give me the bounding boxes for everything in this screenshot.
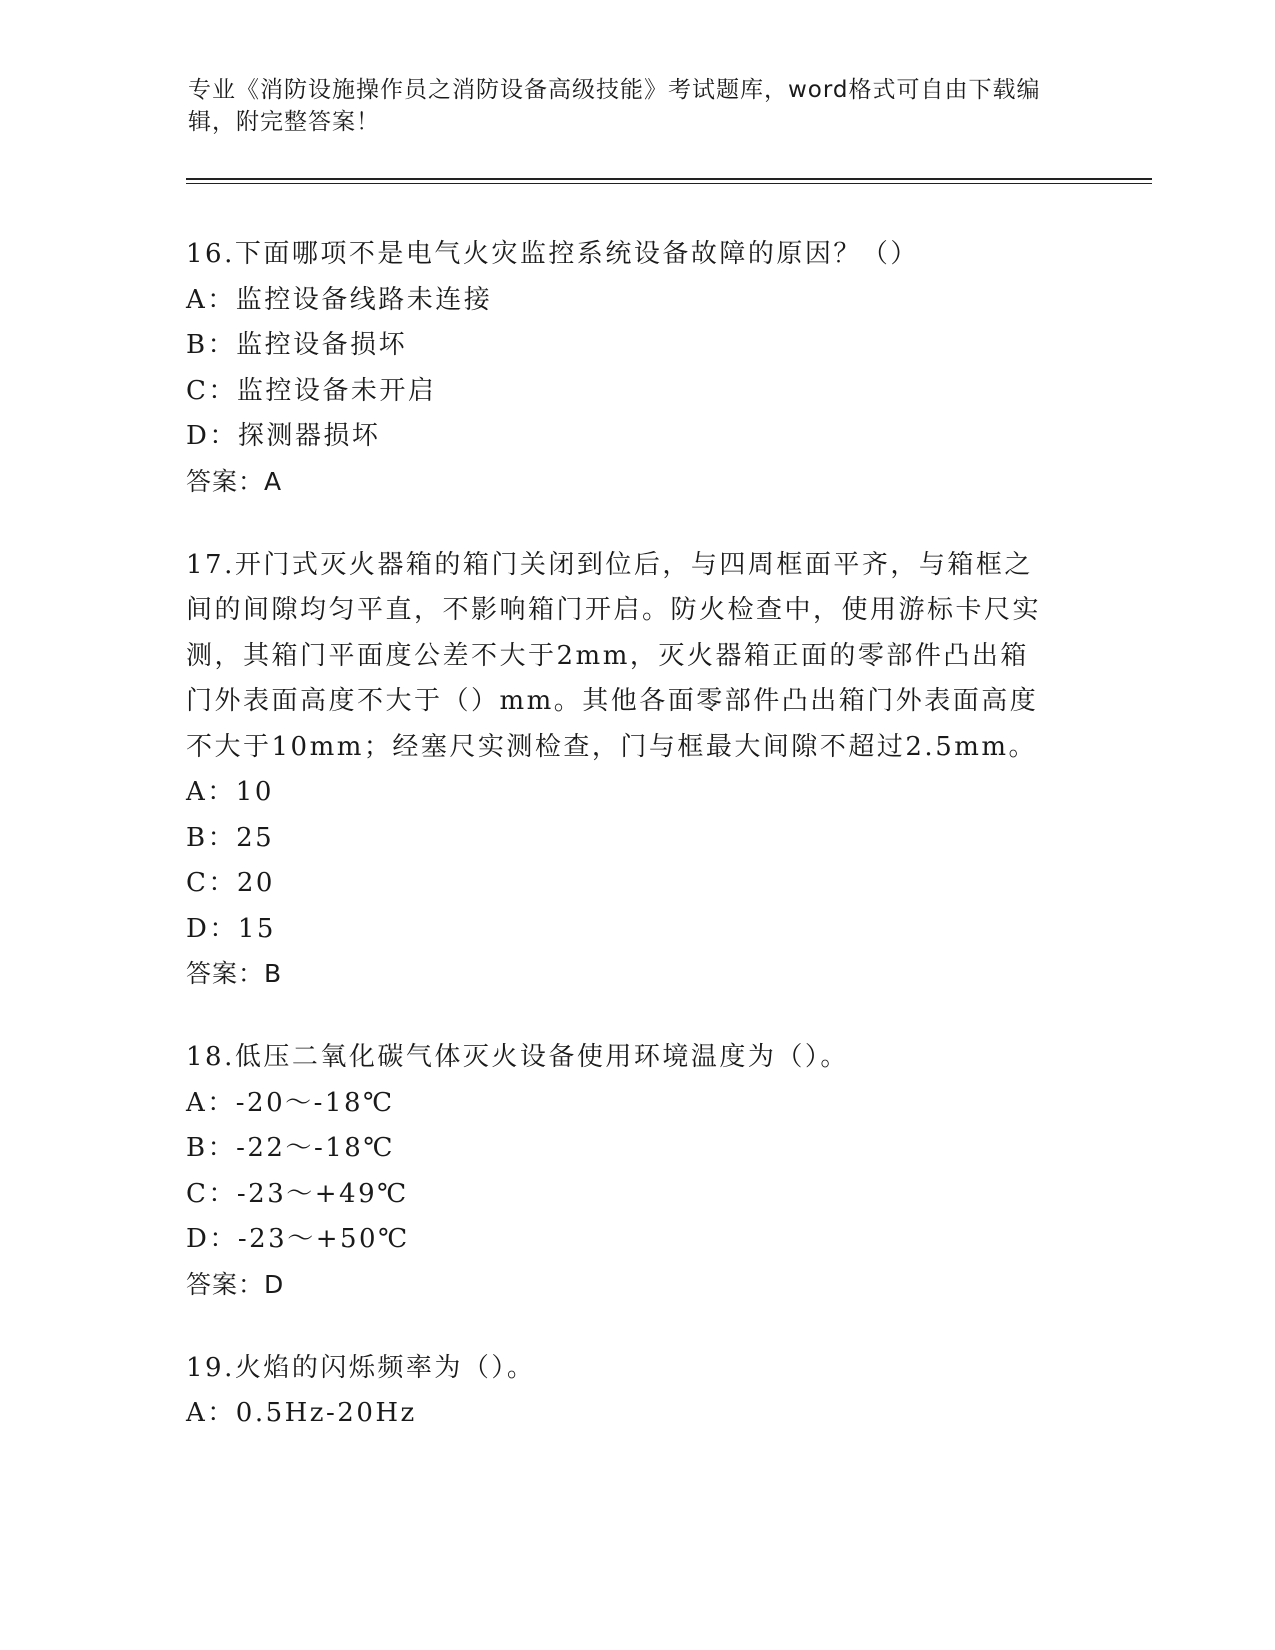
option-c: C：监控设备未开启 [186, 375, 437, 406]
option-c: C：-23～+49℃ [186, 1178, 409, 1209]
question-17 [186, 543, 1086, 997]
question-stem: 17.开门式灭火器箱的箱门关闭到位后，与四周框面平齐，与箱框之间的间隙均匀平直，不影响箱门开启。防火检查中，使用游标卡尺实测，其箱门平面度公差不大于2mm，灭火器箱正面的零部件凸出箱门外表面高度不大于（）mm。其他各面零部件凸出箱门外表面高度不大于10mm；经塞尺实测检查，门与框最大间隙不超过2.5mm。 [186, 549, 1042, 762]
option-a: A：监控设备线路未连接 [186, 284, 493, 315]
question-19 [186, 1346, 1086, 1437]
option-d: D：15 [186, 913, 276, 944]
option-a: A：-20～-18℃ [186, 1087, 395, 1118]
option-d: D：-23～+50℃ [186, 1224, 410, 1254]
option-b: B：25 [186, 822, 275, 853]
answer-line: 答案：A [186, 466, 283, 496]
question-stem: 18.低压二氧化碳气体灭火设备使用环境温度为（）。 [186, 1042, 849, 1072]
question-16 [186, 232, 1086, 504]
option-d: D：探测器损坏 [186, 421, 381, 451]
option-a: A：10 [186, 777, 274, 807]
question-stem: 16.下面哪项不是电气火灾监控系统设备故障的原因？（） [186, 239, 919, 269]
option-a: A：0.5Hz-20Hz [186, 1398, 417, 1428]
question-stem: 19.火焰的闪烁频率为（）。 [186, 1352, 536, 1383]
answer-line: 答案：D [186, 1269, 285, 1299]
option-b: B：-22～-18℃ [186, 1133, 395, 1163]
page-header: 专业《消防设施操作员之消防设备高级技能》考试题库，word格式可自由下载编辑，附完整答案！ [188, 77, 1041, 135]
answer-line: 答案：B [186, 959, 283, 988]
option-b: B：监控设备损坏 [186, 330, 408, 360]
question-list [186, 232, 1086, 1476]
option-c: C：20 [186, 868, 275, 898]
header-divider-thin [186, 183, 1152, 184]
question-18 [186, 1035, 1086, 1307]
header-divider-thick [186, 178, 1152, 180]
